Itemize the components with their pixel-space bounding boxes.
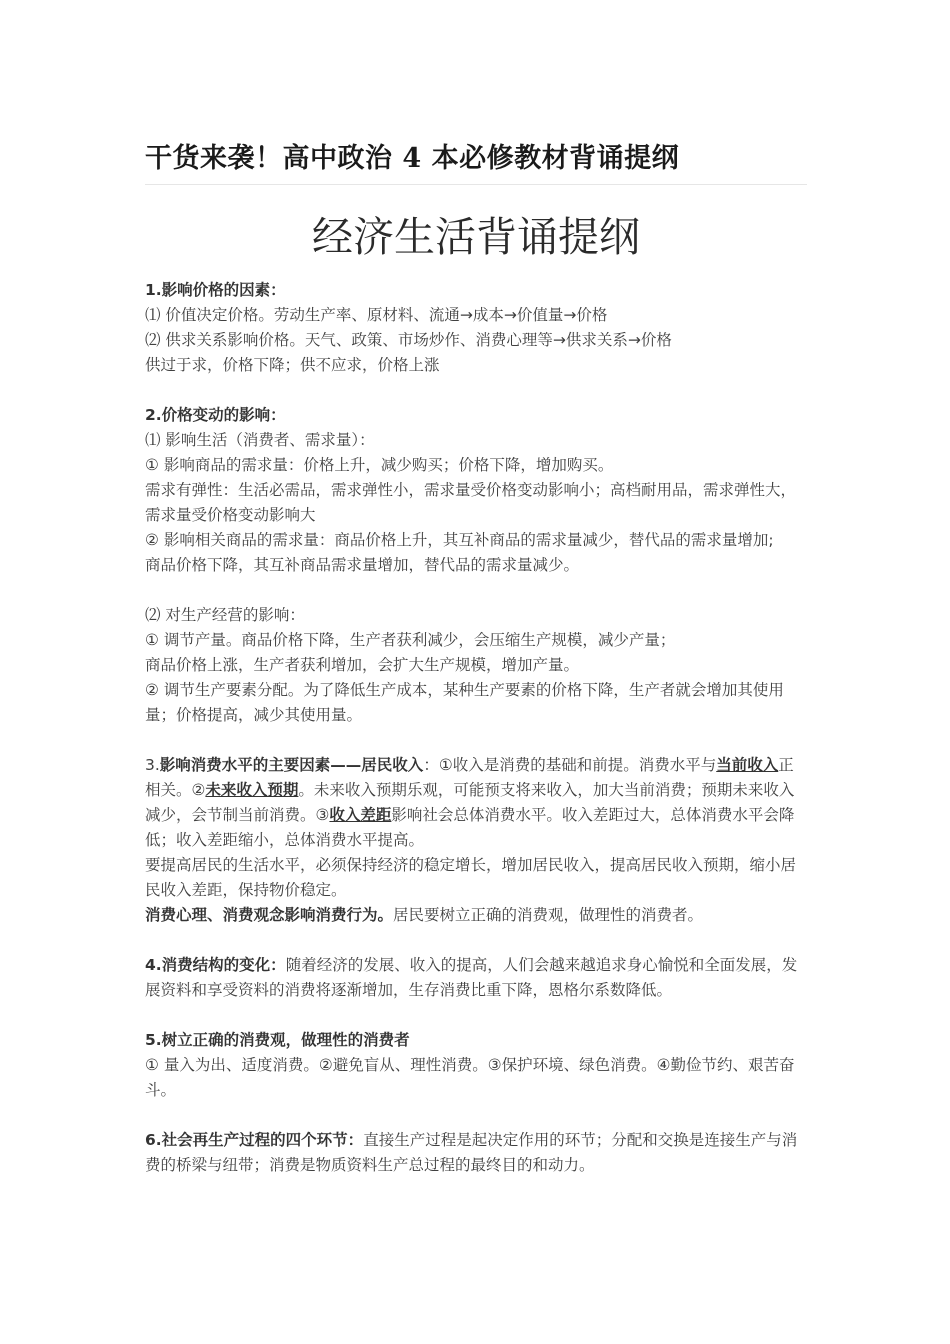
- section-1-line-2: ⑵ 供求关系影响价格。天气、政策、市场炒作、消费心理等→供求关系→价格: [145, 331, 672, 349]
- section-4-heading: 4.消费结构的变化：: [145, 956, 286, 974]
- section-1-line-1: ⑴ 价值决定价格。劳动生产率、原材料、流通→成本→价值量→价格: [145, 306, 608, 324]
- section-5-text: ① 量入为出、适度消费。②避免盲从、理性消费。③保护环境、绿色消费。④勤俭节约、艰苦奋斗。: [145, 1056, 795, 1099]
- keyword-future-income-expectation: 未来收入预期: [205, 781, 299, 799]
- section-2-line-1: ⑴ 影响生活（消费者、需求量）：: [145, 431, 375, 449]
- section-2-line-6: ⑵ 对生产经营的影响：: [145, 606, 305, 624]
- section-1-line-3: 供过于求，价格下降；供不应求，价格上涨: [145, 356, 440, 374]
- section-2-line-9: ② 调节生产要素分配。为了降低生产成本，某种生产要素的价格下降，生产者就会增加其使用量；价格提高，减少其使用量。: [145, 681, 784, 724]
- section-3-paragraph-3-text: 居民要树立正确的消费观，做理性的消费者。: [393, 906, 704, 924]
- section-3-text-3: 。未来收入预期乐观，可能预支将来收入，加大当前消费；预期未来收入减少，会节制当前消费。③: [145, 781, 795, 824]
- section-2-line-8: 商品价格上涨，生产者获利增加，会扩大生产规模，增加产量。: [145, 656, 580, 674]
- section-3-number: 3.: [145, 756, 160, 774]
- keyword-income-gap: 收入差距: [329, 806, 392, 824]
- section-3-text-2: 正相关。②: [145, 756, 794, 799]
- section-6-text: 直接生产过程是起决定作用的环节；分配和交换是连接生产与消费的桥梁与纽带；消费是物质资料生产总过程的最终目的和动力。: [145, 1131, 798, 1174]
- section-6-paragraph: [145, 1128, 807, 1178]
- document-body: [145, 278, 807, 1178]
- section-2-line-4: ② 影响相关商品的需求量：商品价格上升，其互补商品的需求量减少，替代品的需求量增加;: [145, 531, 774, 549]
- section-2-line-2: ① 影响商品的需求量：价格上升，减少购买；价格下降，增加购买。: [145, 456, 614, 474]
- document-title: 干货来袭！高中政治 4 本必修教材背诵提纲: [145, 143, 680, 174]
- main-heading: 经济生活背诵提纲: [312, 213, 640, 261]
- section-3-text-4: 影响社会总体消费水平。收入差距过大，总体消费水平会降低；收入差距缩小，总体消费水平提高。: [145, 806, 795, 849]
- section-5-heading: 5.树立正确的消费观，做理性的消费者: [145, 1031, 410, 1049]
- section-4-paragraph: [145, 953, 807, 1003]
- section-2-line-5: 商品价格下降，其互补商品需求量增加，替代品的需求量减少。: [145, 556, 580, 574]
- section-4-text: 随着经济的发展、收入的提高，人们会越来越追求身心愉悦和全面发展，发展资料和享受资料的消费将逐渐增加，生存消费比重下降，恩格尔系数降低。: [145, 956, 798, 999]
- section-2-line-7: ① 调节产量。商品价格下降，生产者获利减少，会压缩生产规模，减少产量；: [145, 631, 676, 649]
- section-1-heading: 1.影响价格的因素：: [145, 281, 286, 299]
- section-3-bold-lead: 消费心理、消费观念影响消费行为。: [145, 906, 394, 924]
- title-divider: [145, 184, 807, 185]
- section-3-paragraph-3: [145, 903, 807, 928]
- section-3-paragraph-1: [145, 753, 807, 853]
- section-3-text-1: ：①收入是消费的基础和前提。消费水平与: [423, 756, 717, 774]
- section-2-line-3: 需求有弹性：生活必需品，需求弹性小，需求量受价格变动影响小；高档耐用品，需求弹性大，需求量受价格变动影响大: [145, 481, 797, 524]
- section-3-paragraph-2: 要提高居民的生活水平，必须保持经济的稳定增长，增加居民收入，提高居民收入预期，缩小居民收入差距，保持物价稳定。: [145, 856, 797, 899]
- keyword-current-income: 当前收入: [716, 756, 779, 774]
- section-2-heading: 2.价格变动的影响：: [145, 406, 286, 424]
- section-6-heading: 6.社会再生产过程的四个环节：: [145, 1131, 364, 1149]
- section-3-heading: 影响消费水平的主要因素——居民收入: [159, 756, 424, 774]
